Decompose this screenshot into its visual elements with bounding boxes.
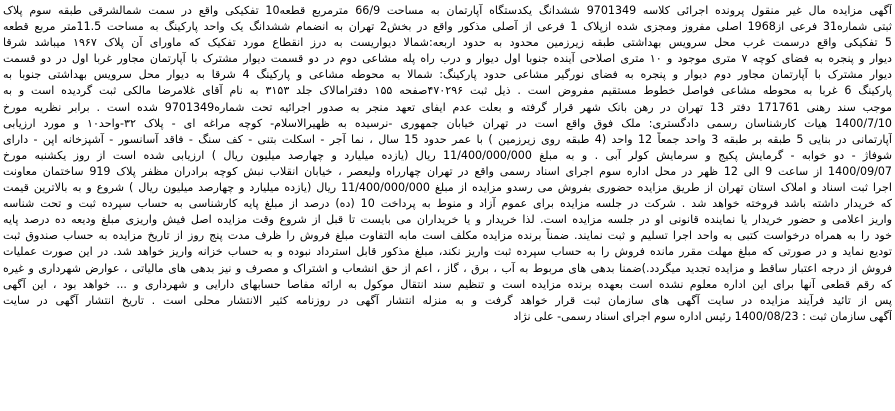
notice-line-5: دیوار مشترک با آپارتمان مجاور دوم دیوار و پنجره به فضای نورگیر مشاعی حدود پارکینگ: شمالا به محوطه مشاعی و پارکینگ 4 شرقا به دیوار محل سرویس بهداشتی جنوبا به <box>3 68 892 82</box>
notice-line-4: دیوار و پنجره به فضای کوچه ۷ متری موجود و ۱۰ متری اصلاحی آینده جنوبا اول دیوار و درب راه پله مشاعی دوم در دو قسمت دیوار مشترک با آپارتمان مجاور غربا اول در دو قسمت <box>3 52 892 66</box>
notice-line-7: موجب سند رهنی 171761 دفتر 13 تهران در رهن بانک شهر قرار گرفته و بعلت عدم ایفای تعهد منجر به صدور اجرائیه تحت شماره9701349 شده است . برابر نظریه مورخ <box>3 100 892 114</box>
notice-line-3: 5 تفکیکی واقع درسمت غرب محل سرویس بهداشتی طبقه زیرزمین محدود به حدود اربعه:شمالا دیواریست به درز انقطاع مورد تفکیک که ماورای آن پلاک ۱۹۶۷ میباشد شرقا <box>3 36 892 50</box>
notice-line-9: آپارتمانی در بنایی 5 طبقه بر طبقه 3 واحد جمعاً 12 واحد (4 طبقه روی زیرزمین ) با عمر حدود 15 سال ، نما آجر - اسکلت بتنی - کف سنگ - فاقد آسانسور - آشپزخانه اپن - دارای <box>3 132 892 146</box>
notice-line-14: واریز اعلامی و حضور خریدار یا نماینده قانونی او در جلسه مزایده است. لذا خریدار و یا خریداران می بایست تا قبل از شروع وقت مزایده اصل فیش واریزی مبلغ ودیعه ده درصد پایه <box>3 213 892 227</box>
notice-line-10: شوفاژ - دو خوابه - گرمایش پکیج و سرمایش کولر آبی . و به مبلغ 11/400/000/000 ریال (یازده میلیارد و چهارصد میلیون ریال ) ارزیابی شده است از روز یکشنبه مورخ <box>3 148 892 162</box>
notice-line-19: پس از تائید فرآیند مزایده در سایت آگهی های سازمان ثبت قرار خواهد گرفت و به منزله انتشار آگهی در روزنامه کثیر الانتشار محلی است . تاریخ انتشار آگهی در سایت <box>3 293 892 307</box>
notice-line-12: اجرا ثبت اسناد و املاک استان تهران از طریق مزایده حضوری بفروش می رسدو مزایده از مبلغ 11/400/000/000 ریال (یازده میلیارد و چهارصد میلیون ریال ) شروع و به بالاترین قیمت <box>3 181 892 195</box>
notice-line-8: 1400/7/10 هیات کارشناسان رسمی دادگستری: ملک فوق واقع است در تهران خیابان جمهوری -نرسیده به ظهیرالاسلام- کوچه مراغه ای - پلاک ۳۲-واحد۱۰ و مورد ارزیابی <box>3 116 892 130</box>
notice-line-17: فروش از درجه اعتبار ساقط و مزایده تجدید میگردد.)ضمنا بدهی های مربوط به آب ، برق ، گاز ، اعم از حق انشعاب و اشتراک و مصرف و نیز بدهی های مالیاتی ، عوارض شهرداری و غیره <box>3 261 892 275</box>
notice-line-15: خود را به همراه درخواست کتبی به واحد اجرا تسلیم و ثبت نمایند. ضمناً برنده مزایده مکلف است مابه التفاوت مبلغ فروش را ظرف مدت پنج روز از تاریخ مزایده به حساب صندوق ثبت <box>3 229 892 243</box>
notice-line-11: 1400/09/07 از ساعت 9 الی 12 ظهر در محل اداره سوم اجرای اسناد رسمی واقع در تهران چهارراه ولیعصر ، خیابان انقلاب نبش کوچه برادران مظفر پلاک 919 ساختمان معاونت <box>3 164 892 178</box>
notice-line-13: که خریدار داشته باشد فروخته خواهد شد . شرکت در جلسه مزایده برای عموم آزاد و منوط به پرداخت 10 (ده) درصد از مبلغ پایه کارشناسی به حساب سپرده ثبت و تحت شناسه <box>3 197 892 211</box>
notice-line-16: تودیع نماید و در صورتی که مبلغ مهلت مقرر مانده فروش را به حساب سپرده ثبت واریز نکند، مبلغ مذکور قابل استرداد نبوده و به حساب خزانه واریز خواهد شد. در این صورت عملیات <box>3 245 892 259</box>
notice-line-20: آگهی سازمان ثبت : 1400/08/23 رئیس اداره سوم اجرای اسناد رسمی- علی نژاد <box>513 309 892 323</box>
notice-line-18: که رقم قطعی آنها برای این اداره معلوم نشده است بعهده برنده مزایده است و تنظیم سند انتقال موکول به ارائه مفاصا حسابهای دارایی و شهرداری و ... خواهد بود ، این آگهی <box>3 277 892 291</box>
notice-line-1: آگهی مزایده مال غیر منقول پرونده اجرائی کلاسه 9701349 ششدانگ یکدستگاه آپارتمان به مساحت 66/9 مترمربع قطعه10 تفکیکی واقع در سمت شمالشرقی طبقه سوم پلاک <box>3 4 892 17</box>
notice-line-6: پارکینگ 6 غربا به محوطه مشاعی فواصل خطوط مستقیم مفروض است . ذیل ثبت ۴۷۰۲۹۶صفحه ۱۵۵ دفترامالاک جلد ۳۱۵۳ به نام آقای غلامرضا مالکی ثبت گردیده است و به <box>3 84 892 98</box>
notice-line-2: ثبتی شماره31 فرعی از1968 اصلی مفروز ومجزی شده ازپلاک 1 فرعی از آصلی مذکور واقع در بخش2 تهران به انضمام ششدانگ یک واحد پارکینگ به مساحت 11.5متر مربع قطعه <box>3 20 892 34</box>
